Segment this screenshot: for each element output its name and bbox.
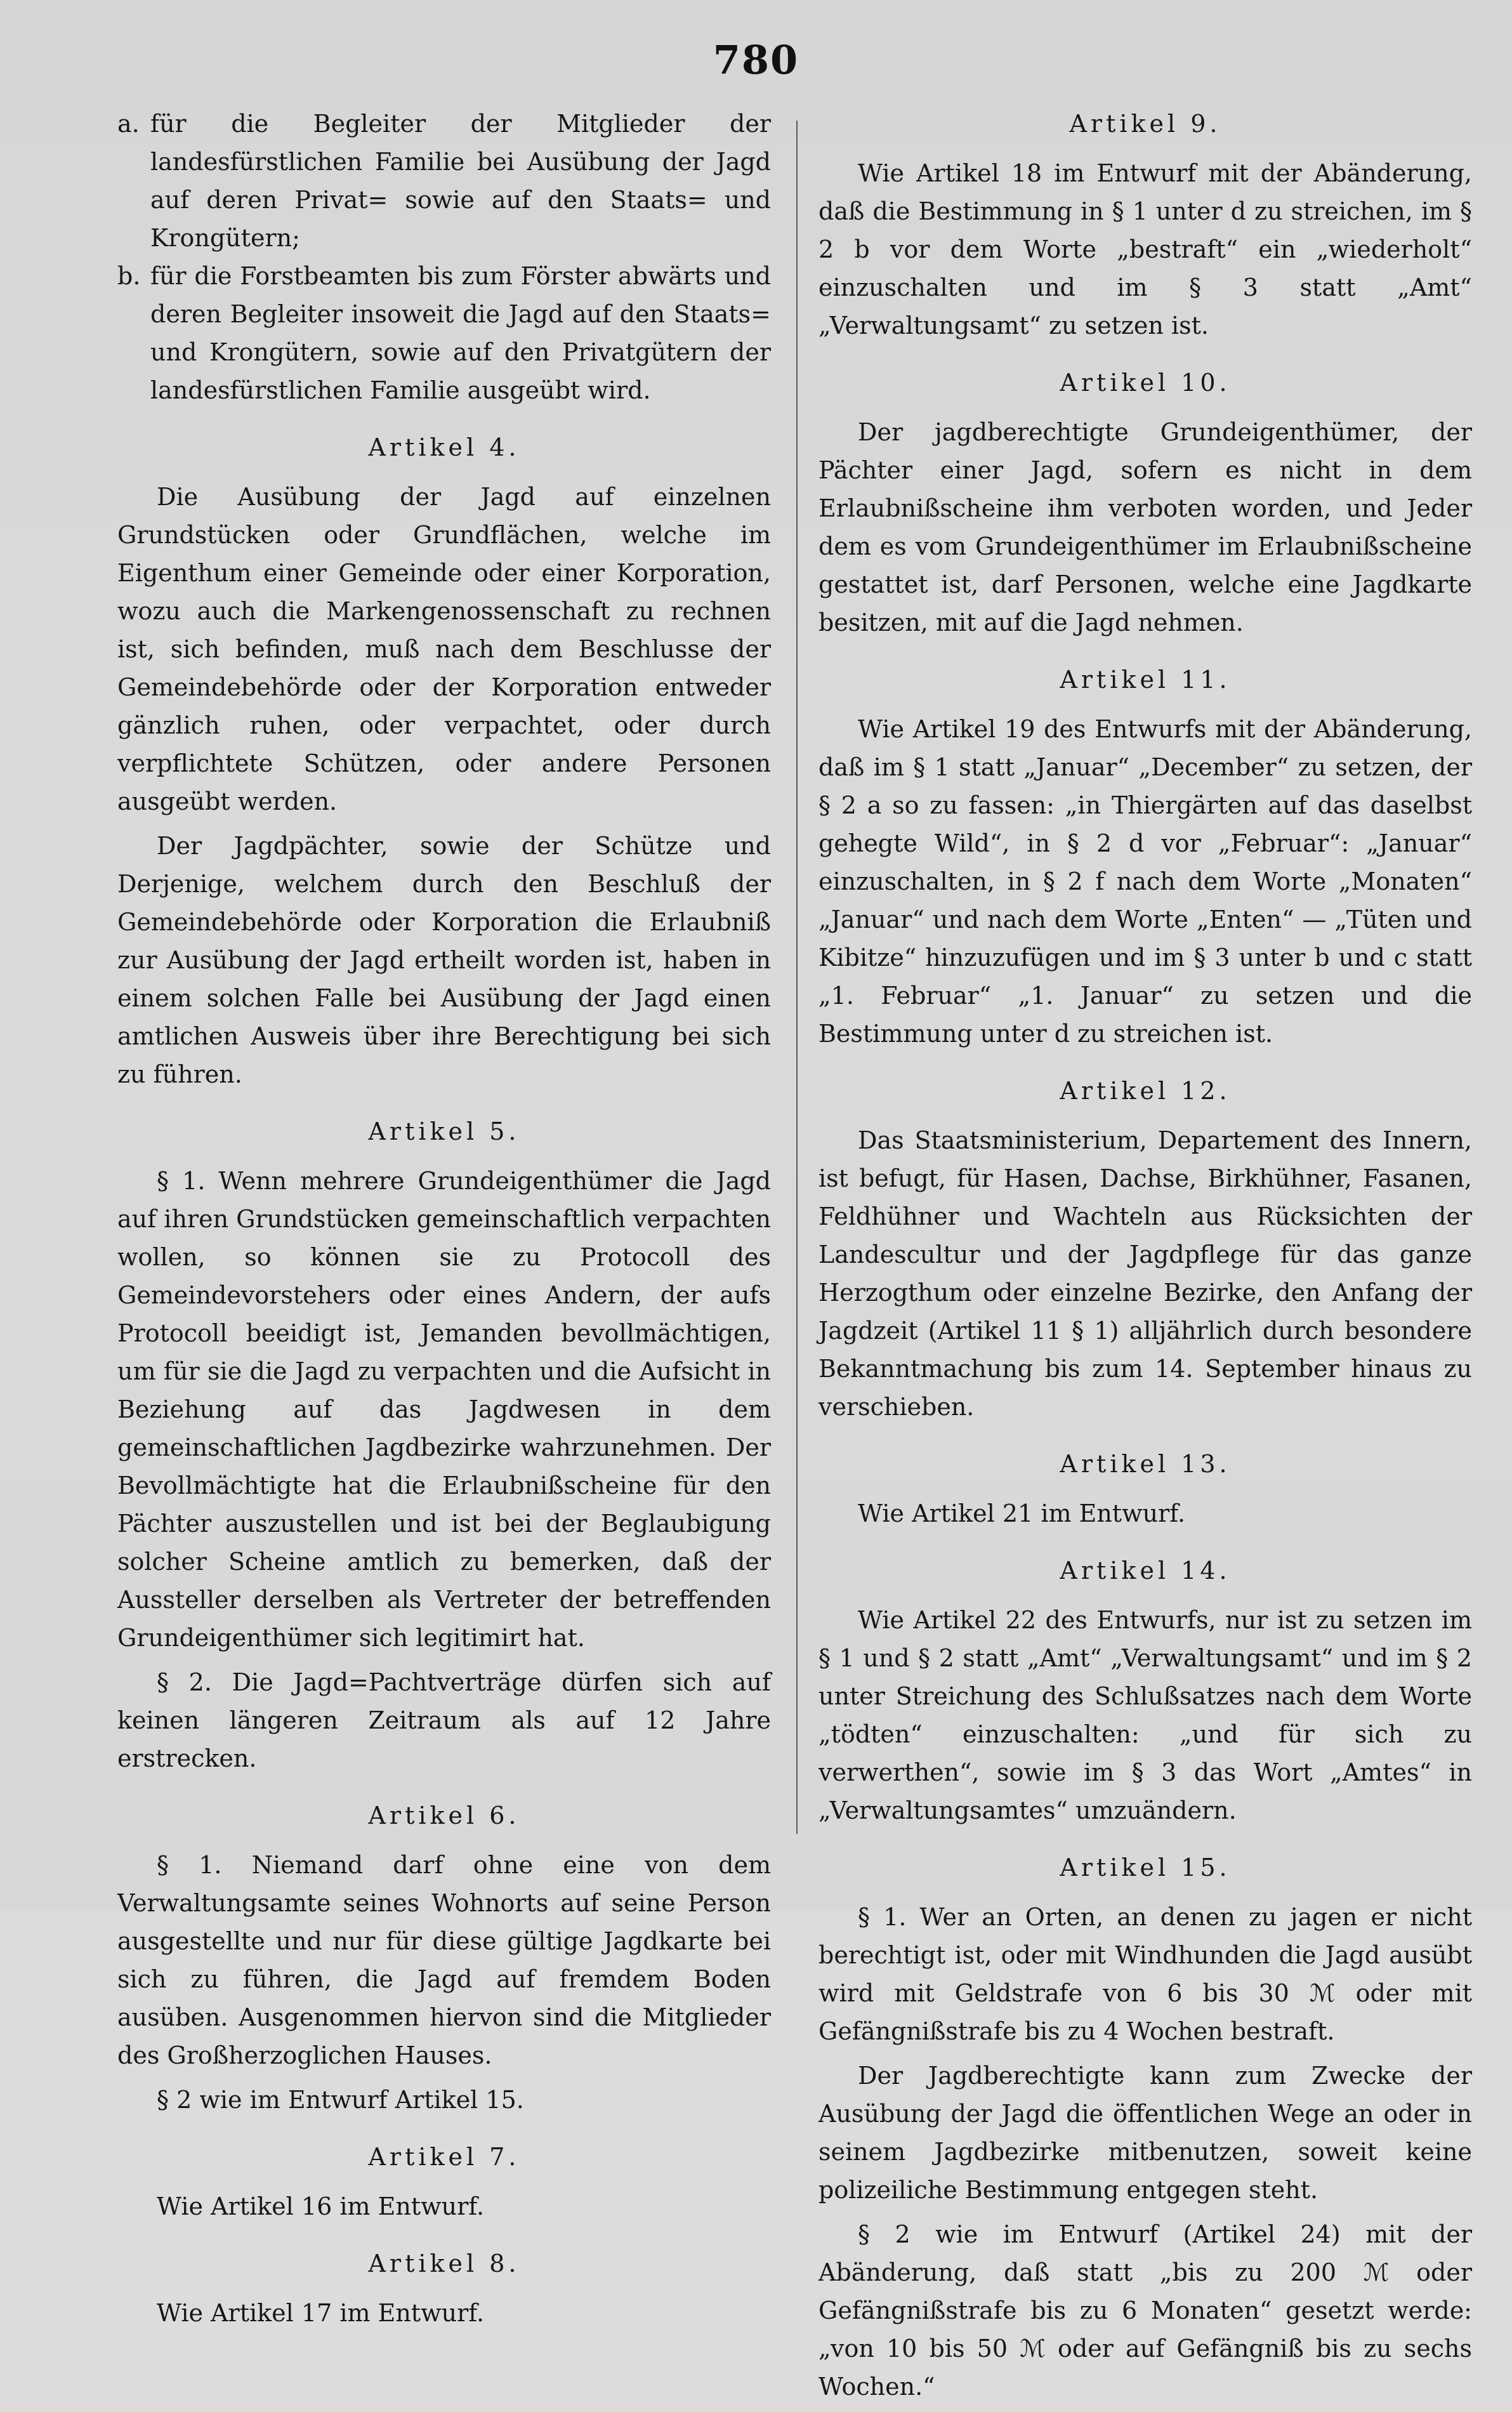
article-heading: Artikel 4. bbox=[368, 433, 520, 461]
article-heading: Artikel 5. bbox=[368, 1117, 520, 1145]
page-number: 780 bbox=[713, 37, 799, 83]
paragraph: § 1. Wenn mehrere Grundeigenthümer die Jagd auf ihren Grundstücken gemeinschaftlich verpachten wollen, so können sie zu Protocoll des Gemeindevorstehers oder eines Andern, der aufs Protocoll beeidigt ist, Jemanden bevollmächtigen, um für sie die Jagd zu verpachten und die Aufsicht in Beziehung auf das Jagdwesen in dem gemeinschaftlichen Jagdbezirke wahrzunehmen. Der Bevollmächtigte hat die Erlaubnißscheine für den Pächter auszustellen und ist bei der Beglaubigung solcher Scheine amtlich zu bemerken, daß der Aussteller derselben als Vertreter der betreffenden Grundeigenthümer sich legitimirt hat. bbox=[117, 1167, 771, 1652]
list-item-label: b. bbox=[117, 262, 141, 290]
article-heading: Artikel 13. bbox=[1060, 1450, 1231, 1478]
article-heading: Artikel 11. bbox=[1060, 666, 1231, 694]
paragraph: Wie Artikel 19 des Entwurfs mit der Abänderung, daß im § 1 statt „Januar“ „December“ zu setzen, der § 2 a so zu fassen: „in Thiergärten auf das daselbst gehegte Wild“, in § 2 d vor „Februar“: „Januar“ einzuschalten, in § 2 f nach dem Worte „Monaten“ „Januar“ und nach dem Worte „Enten“ — „Tüten und Kibitze“ hinzuzufügen und im § 3 unter b und c statt „1. Februar“ „1. Januar“ zu setzen und die Bestimmung unter d zu streichen ist. bbox=[818, 715, 1472, 1048]
list-item-text: für die Forstbeamten bis zum Förster abwärts und deren Begleiter insoweit die Jagd auf den Staats= und Krongütern, sowie auf den Privatgütern der landesfürstlichen Familie ausgeübt wird. bbox=[150, 262, 771, 404]
paragraph: § 1. Niemand darf ohne eine von dem Verwaltungsamte seines Wohnorts auf seine Person ausgestellte und nur für diese gültige Jagdkarte bei sich zu führen, die Jagd auf fremdem Boden ausüben. Ausgenommen hiervon sind die Mitglieder des Großherzoglichen Hauses. bbox=[117, 1851, 771, 2069]
article-heading: Artikel 9. bbox=[1069, 110, 1221, 138]
paragraph: § 2. Die Jagd=Pachtverträge dürfen sich auf keinen längeren Zeitraum als auf 12 Jahre erstrecken. bbox=[117, 1668, 771, 1772]
paragraph: Wie Artikel 22 des Entwurfs, nur ist zu setzen im § 1 und § 2 statt „Amt“ „Verwaltungsamt“ und im § 2 unter Streichung des Schlußsatzes nach dem Worte „tödten“ einzuschalten: „und für sich zu verwerthen“, sowie im § 3 das Wort „Amtes“ in „Verwaltungsamtes“ umzuändern. bbox=[818, 1606, 1472, 1824]
paragraph: § 1. Wer an Orten, an denen zu jagen er nicht berechtigt ist, oder mit Windhunden die Jagd ausübt wird mit Geldstrafe von 6 bis 30 ℳ oder mit Gefängnißstrafe bis zu 4 Wochen bestraft. bbox=[818, 1903, 1472, 2045]
paragraph: Wie Artikel 18 im Entwurf mit der Abänderung, daß die Bestimmung in § 1 unter d zu streichen, im § 2 b vor dem Worte „bestraft“ ein „wiederholt“ einzuschalten und im § 3 statt „Amt“ „Verwaltungsamt“ zu setzen ist. bbox=[818, 159, 1472, 339]
article-heading: Artikel 10. bbox=[1060, 369, 1231, 397]
paragraph: Das Staatsministerium, Departement des Innern, ist befugt, für Hasen, Dachse, Birkhühner, Fasanen, Feldhühner und Wachteln aus Rücksichten der Landescultur und der Jagdpflege für das ganze Herzogthum oder einzelne Bezirke, den Anfang der Jagdzeit (Artikel 11 § 1) alljährlich durch besondere Bekanntmachung bis zum 14. September hinaus zu verschieben. bbox=[818, 1126, 1472, 1421]
paragraph: Die Ausübung der Jagd auf einzelnen Grundstücken oder Grundflächen, welche im Eigenthum einer Gemeinde oder einer Korporation, wozu auch die Markengenossenschaft zu rechnen ist, sich befinden, muß nach dem Beschlusse der Gemeindebehörde oder der Korporation entweder gänzlich ruhen, oder verpachtet, oder durch verpflichtete Schützen, oder andere Personen ausgeübt werden. bbox=[117, 483, 771, 815]
article-heading: Artikel 12. bbox=[1060, 1077, 1231, 1105]
article-heading: Artikel 6. bbox=[368, 1802, 520, 1829]
column-divider bbox=[796, 121, 798, 1834]
left-column bbox=[117, 105, 771, 2338]
article-heading: Artikel 14. bbox=[1060, 1557, 1231, 1585]
paragraph: Der Jagdberechtigte kann zum Zwecke der Ausübung der Jagd die öffentlichen Wege an oder in seinem Jagdbezirke mitbenutzen, soweit keine polizeiliche Bestimmung entgegen steht. bbox=[818, 2062, 1472, 2204]
right-column bbox=[818, 105, 1472, 2412]
article-heading: Artikel 7. bbox=[368, 2143, 520, 2171]
paragraph: Wie Artikel 21 im Entwurf. bbox=[858, 1499, 1186, 1527]
list-item-b bbox=[117, 257, 771, 409]
paragraph: Wie Artikel 17 im Entwurf. bbox=[157, 2299, 485, 2327]
paragraph: § 2 wie im Entwurf Artikel 15. bbox=[157, 2086, 524, 2114]
paragraph: Der jagdberechtigte Grundeigenthümer, der Pächter einer Jagd, sofern es nicht in dem Erlaubnißscheine ihm verboten worden, und Jeder dem es vom Grundeigenthümer im Erlaubnißscheine gestattet ist, darf Personen, welche eine Jagdkarte besitzen, mit auf die Jagd nehmen. bbox=[818, 418, 1472, 636]
paragraph: Der Jagdpächter, sowie der Schütze und Derjenige, welchem durch den Beschluß der Gemeindebehörde oder Korporation die Erlaubniß zur Ausübung der Jagd ertheilt worden ist, haben in einem solchen Falle bei Ausübung der Jagd einen amtlichen Ausweis über ihre Berechtigung bei sich zu führen. bbox=[117, 832, 771, 1088]
list-item-a bbox=[117, 105, 771, 257]
paragraph: § 2 wie im Entwurf (Artikel 24) mit der Abänderung, daß statt „bis zu 200 ℳ oder Gefängnißstrafe bis zu 6 Monaten“ gesetzt werde: „von 10 bis 50 ℳ oder auf Gefängniß bis zu sechs Wochen.“ bbox=[818, 2220, 1472, 2401]
list-item-text: für die Begleiter der Mitglieder der landesfürstlichen Familie bei Ausübung der Jagd auf deren Privat= sowie auf den Staats= und Krongütern; bbox=[150, 110, 771, 252]
article-heading: Artikel 8. bbox=[368, 2250, 520, 2277]
paragraph: Wie Artikel 16 im Entwurf. bbox=[157, 2192, 485, 2220]
article-heading: Artikel 15. bbox=[1060, 1854, 1231, 1881]
list-item-label: a. bbox=[117, 110, 140, 138]
